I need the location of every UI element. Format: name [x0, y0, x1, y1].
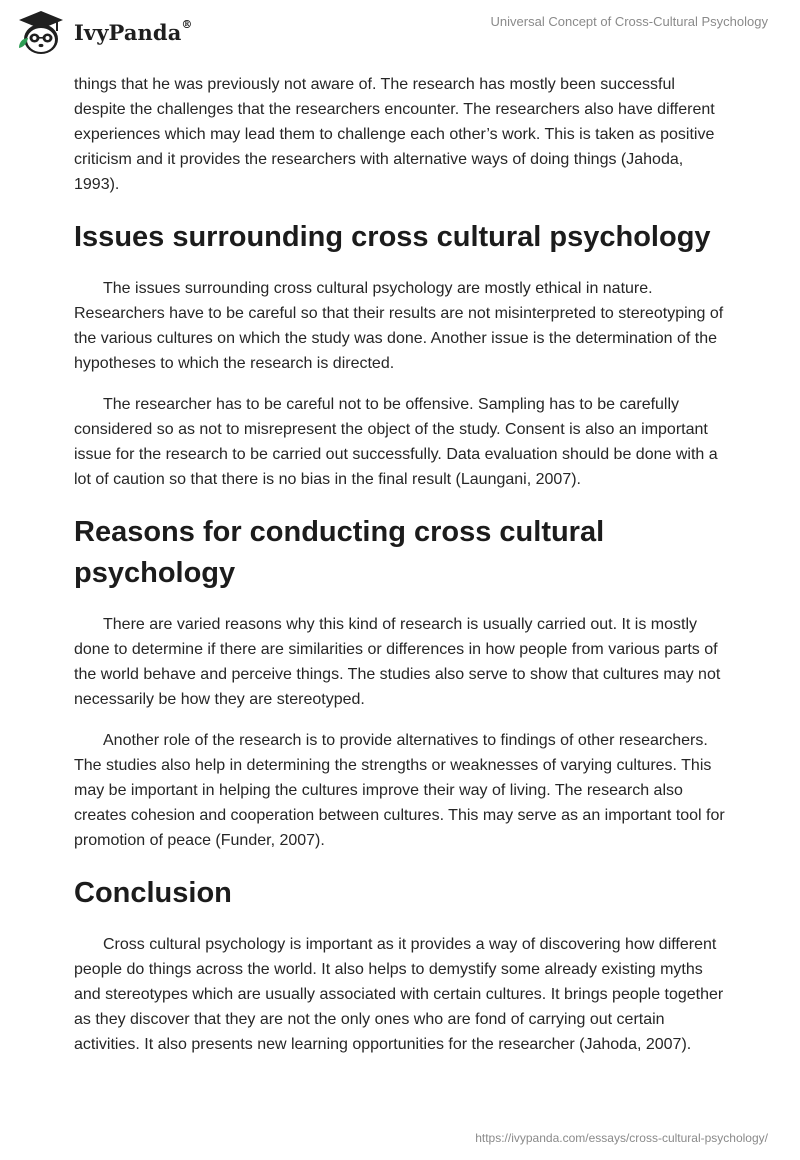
essay-body — [74, 72, 726, 1057]
intro-paragraph: things that he was previously not aware of. The research has mostly been successful despite the challenges that the researchers encounter. The researchers also have different experiences which may lead them to challenge each other’s work. This is taken as positive criticism and it provides the researchers with alternative ways of doing things (Jahoda, 1993). — [74, 76, 715, 193]
brand-logo[interactable] — [16, 8, 193, 56]
paragraph: Another role of the research is to provide alternatives to findings of other researchers. The studies also help in determining the strengths or weaknesses of varying cultures. This may be important in helping the cultures improve their way of living. The research also creates cohesion and cooperation between cultures. This may serve as an important tool for promotion of peace (Funder, 2007). — [74, 732, 725, 849]
section-heading-conclusion: Conclusion — [74, 877, 232, 909]
source-url-link[interactable]: https://ivypanda.com/essays/cross-cultural-psychology/ — [475, 1131, 768, 1145]
brand-name: IvyPanda® — [74, 17, 193, 45]
document-title: Universal Concept of Cross-Cultural Psychology — [490, 14, 768, 29]
paragraph: There are varied reasons why this kind of research is usually carried out. It is mostly done to determine if there are similarities or differences in how people from various parts of the world behave and perceive things. The studies also serve to show that cultures may not necessarily be how they are stereotyped. — [74, 616, 721, 708]
section-heading-reasons: Reasons for conducting cross cultural psychology — [74, 516, 605, 589]
page-header — [0, 0, 800, 66]
panda-graduation-icon — [16, 8, 66, 56]
paragraph: The issues surrounding cross cultural psychology are mostly ethical in nature. Researchers have to be careful so that their results are not misinterpreted to stereotyping of the various cultures on which the study was done. Another issue is the determination of the hypotheses to which the research is directed. — [74, 280, 724, 372]
paragraph: Cross cultural psychology is important as it provides a way of discovering how different people do things across the world. It also helps to demystify some already existing myths and stereotypes which are usually associated with certain cultures. It brings people together as they discover that they are not the only ones who are fond of carrying out certain activities. It also presents new learning opportunities for the researcher (Jahoda, 2007). — [74, 936, 724, 1053]
section-heading-issues: Issues surrounding cross cultural psychology — [74, 221, 711, 253]
paragraph: The researcher has to be careful not to be offensive. Sampling has to be carefully considered so as not to misrepresent the object of the study. Consent is also an important issue for the research to be carried out successfully. Data evaluation should be done with a lot of caution so that there is no bias in the final result (Laungani, 2007). — [74, 396, 718, 488]
